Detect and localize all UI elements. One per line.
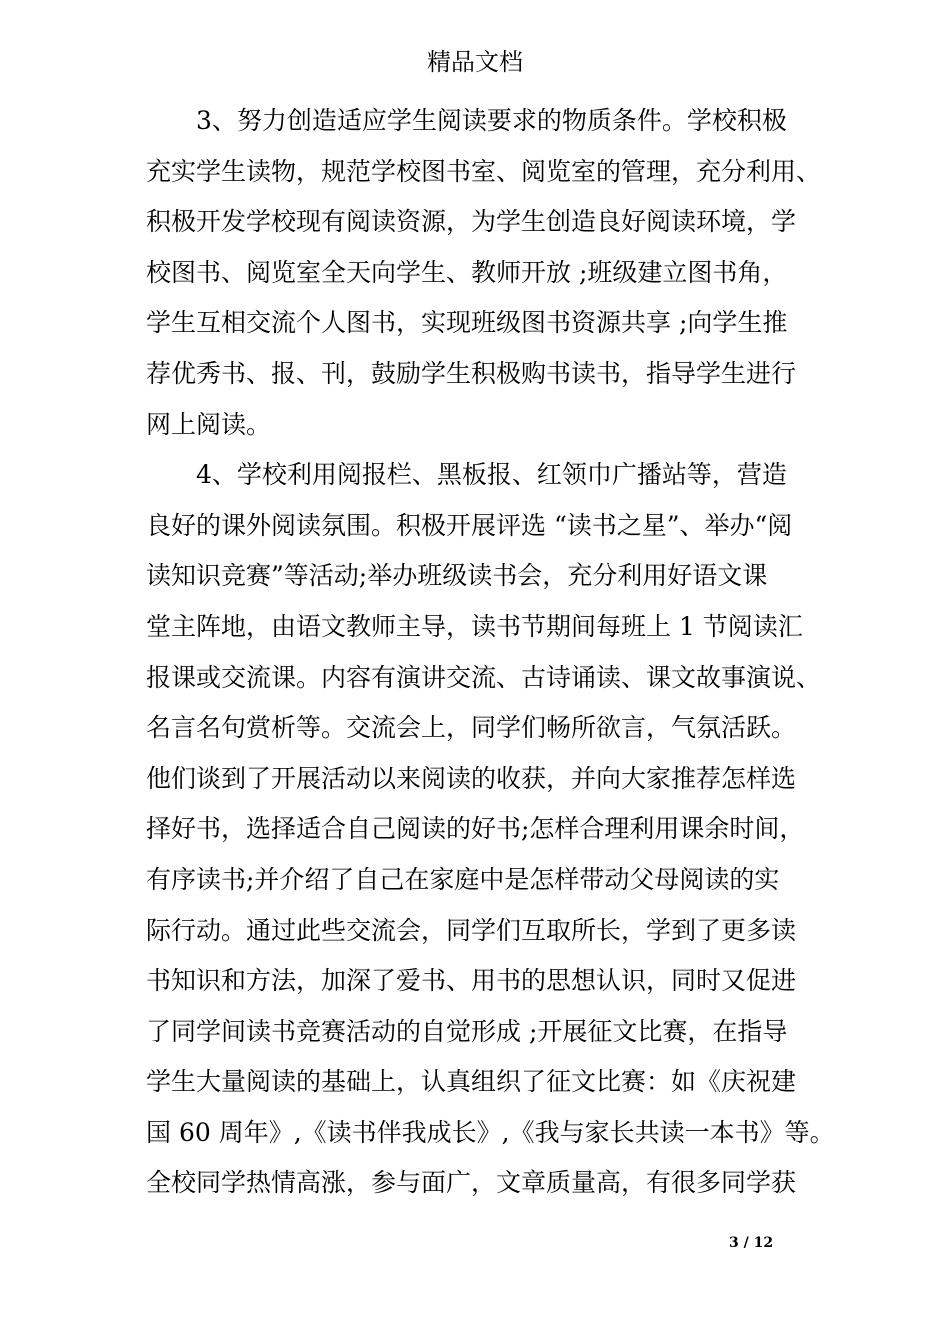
body-line: 充实学生读物，规范学校图书室、阅览室的管理，充分利用、: [146, 156, 822, 186]
body-line: 校图书、阅览室全天向学生、教师开放 ;班级建立图书角，: [146, 257, 788, 287]
page-header-title: 精品文档: [427, 48, 523, 76]
body-line: 学生大量阅读的基础上，认真组织了征文比赛：如《庆祝建: [146, 1067, 797, 1097]
body-line: 他们谈到了开展活动以来阅读的收获，并向大家推荐怎样选: [146, 763, 797, 793]
body-line: 堂主阵地，由语文教师主导，读书节期间每班上 1 节阅读汇: [146, 611, 803, 641]
body-line: 了同学间读书竞赛活动的自觉形成 ;开展征文比赛，在指导: [146, 1016, 788, 1046]
body-line: 有序读书;并介绍了自己在家庭中是怎样带动父母阅读的实: [146, 864, 780, 894]
body-line: 际行动。通过此些交流会，同学们互取所长，学到了更多读: [146, 915, 797, 945]
body-line: 报课或交流课。内容有演讲交流、古诗诵读、课文故事演说、: [146, 662, 822, 692]
body-line: 荐优秀书、报、刊，鼓励学生积极购书读书，指导学生进行: [146, 358, 797, 388]
body-line: 网上阅读。: [146, 409, 272, 439]
body-line: 名言名句赏析等。交流会上，同学们畅所欲言，气氛活跃。: [146, 713, 797, 743]
body-line: 全校同学热情高涨，参与面广，文章质量高，有很多同学获: [146, 1168, 797, 1198]
body-line: 择好书，选择适合自己阅读的好书;怎样合理利用课余时间，: [146, 814, 805, 844]
body-line: 积极开发学校现有阅读资源，为学生创造良好阅读环境，学: [146, 207, 797, 237]
body-line: 国 60 周年》,《读书伴我成长》,《我与家长共读一本书》等。: [146, 1117, 835, 1147]
body-line: 书知识和方法，加深了爱书、用书的思想认识，同时又促进: [146, 966, 797, 996]
body-line: 学生互相交流个人图书，实现班级图书资源共享 ;向学生推: [146, 308, 788, 338]
body-line: 良好的课外阅读氛围。积极开展评选 “读书之星”、举办“阅: [146, 510, 793, 540]
document-body: [146, 96, 835, 1209]
body-line: 3、努力创造适应学生阅读要求的物质条件。学校积极: [196, 106, 787, 135]
body-line: 读知识竞赛”等活动;举办班级读书会，充分利用好语文课: [146, 561, 768, 591]
body-line: 4、学校利用阅报栏、黑板报、红领巾广播站等，营造: [196, 460, 787, 490]
page-number: 3 / 12: [729, 1235, 774, 1251]
